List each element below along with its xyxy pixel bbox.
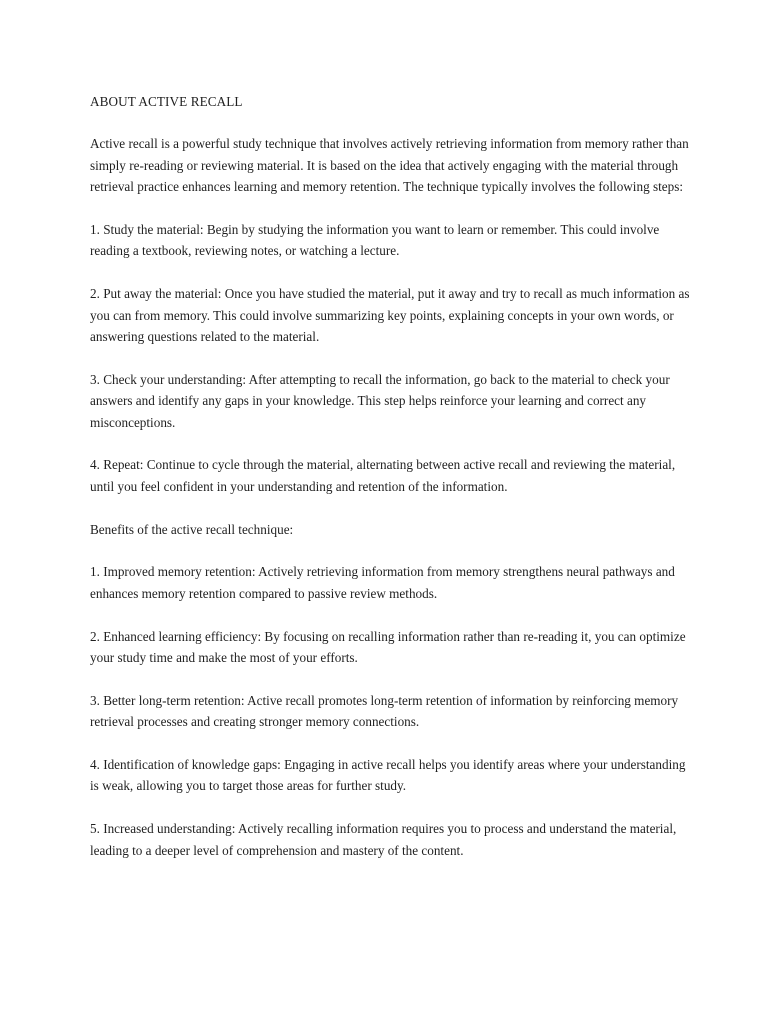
benefit-3-paragraph: 3. Better long-term retention: Active recall promotes long-term retention of information by reinforcing memory retrieval processes and creating stronger memory connections. <box>90 692 679 730</box>
benefit-2-paragraph: 2. Enhanced learning efficiency: By focusing on recalling information rather than re-reading it, you can optimize your study time and make the most of your efforts. <box>90 628 686 666</box>
step-2-paragraph: 2. Put away the material: Once you have studied the material, put it away and try to recall as much information as you can from memory. This could involve summarizing key points, explaining concepts in your own words, or answering questions related to the material. <box>90 286 690 345</box>
step-3-paragraph: 3. Check your understanding: After attempting to recall the information, go back to the material to check your answers and identify any gaps in your knowledge. This step helps reinforce your learning and correct any misconceptions. <box>90 371 670 430</box>
benefit-4-paragraph: 4. Identification of knowledge gaps: Engaging in active recall helps you identify areas where your understanding is weak, allowing you to target those areas for further study. <box>90 757 686 794</box>
document-title: ABOUT ACTIVE RECALL <box>90 94 243 109</box>
benefit-5-paragraph: 5. Increased understanding: Actively recalling information requires you to process and understand the material, leading to a deeper level of comprehension and mastery of the content. <box>90 821 677 858</box>
step-1-paragraph: 1. Study the material: Begin by studying the information you want to learn or remember. This could involve reading a textbook, reviewing notes, or watching a lecture. <box>90 222 660 259</box>
document-page <box>90 91 690 882</box>
benefit-1-paragraph: 1. Improved memory retention: Actively retrieving information from memory strengthens neural pathways and enhances memory retention compared to passive review methods. <box>90 564 675 601</box>
benefits-heading: Benefits of the active recall technique: <box>90 521 294 537</box>
step-4-paragraph: 4. Repeat: Continue to cycle through the material, alternating between active recall and reviewing the material, until you feel confident in your understanding and retention of the information. <box>90 457 676 494</box>
intro-paragraph: Active recall is a powerful study technique that involves actively retrieving information from memory rather than simply re-reading or reviewing material. It is based on the idea that actively engaging with the material through retrieval practice enhances learning and memory retention. The technique typically involves the following steps: <box>90 136 689 195</box>
